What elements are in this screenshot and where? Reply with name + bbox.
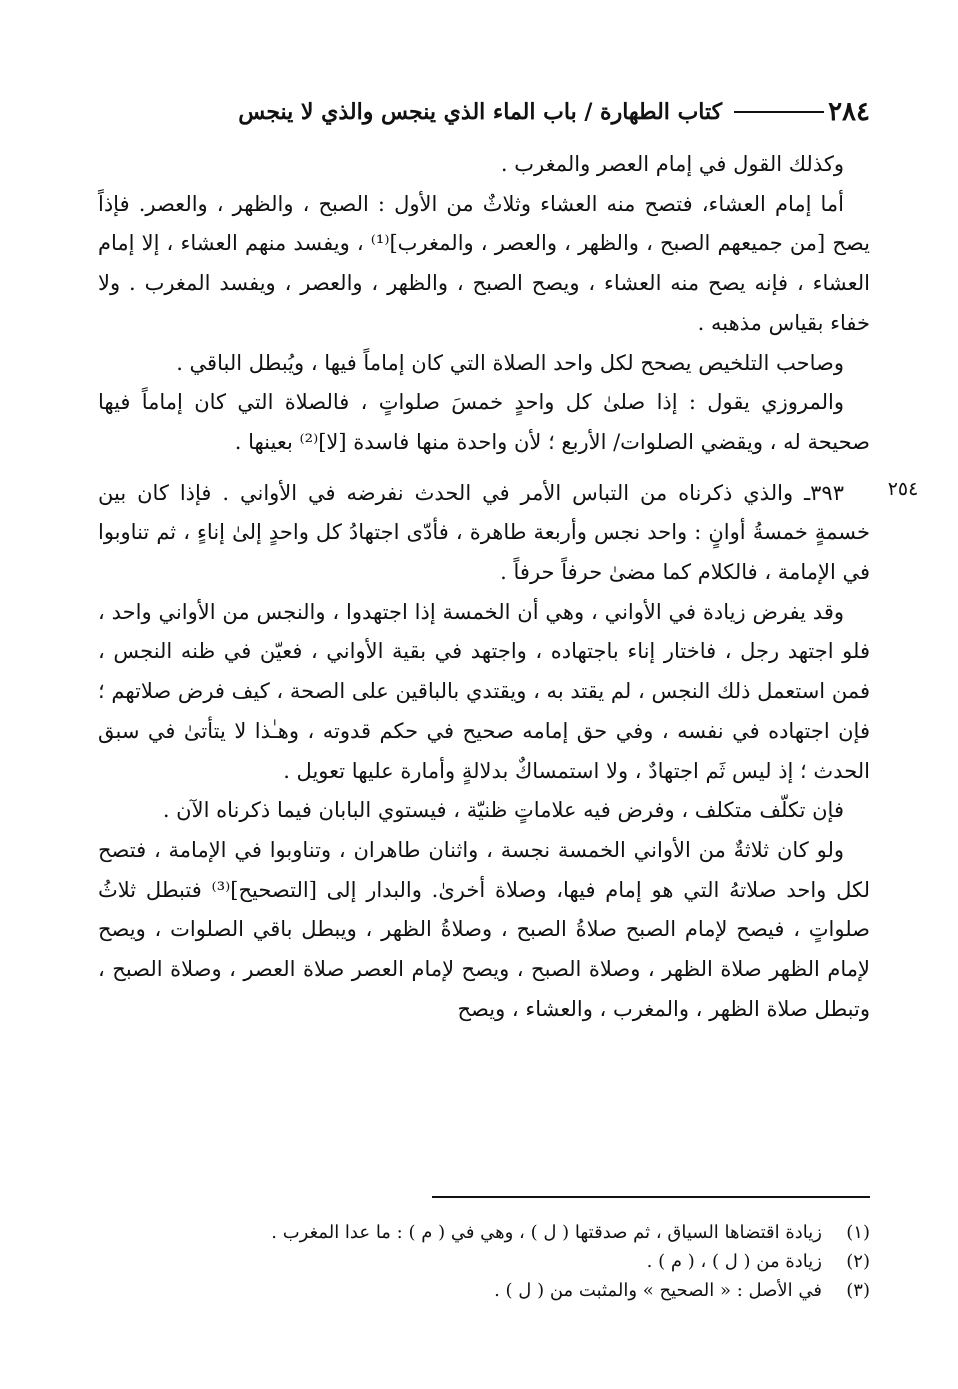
- paragraph: أما إمام العشاء، فتصح منه العشاء وثلاثٌ من الأول : الصبح ، والظهر ، والعصر. فإذاً يصح [من جميعهم الصبح ، والظهر ، والعصر ، والمغرب]⁽¹⁾ ، ويفسد منهم العشاء ، إلا إمام العشاء ، فإنه يصح منه العشاء ، ويصح الصبح ، والظهر ، والعصر ، ويفسد المغرب . ولا خفاء بقياس مذهبه .: [98, 191, 870, 335]
- paragraph: ولو كان ثلاثةٌ من الأواني الخمسة نجسة ، واثنان طاهران ، وتناوبوا في الإمامة ، فتصح لكل واحد صلاتهُ التي هو إمام فيها، وصلاة أخرىٰ. والبدار إلى [التصحيح]⁽³⁾ فتبطل ثلاثُ صلواتٍ ، فيصح لإمام الصبح صلاةُ الصبح ، وصلاةُ الظهر ، ويبطل باقي الصلوات ، ويصح لإمام الظهر صلاة الظهر ، وصلاة الصبح ، ويصح لإمام العصر صلاة العصر ، وصلاة الصبح ، وتبطل صلاة الظهر ، والمغرب ، والعشاء ، ويصح: [98, 837, 870, 1021]
- footnote: [120, 1247, 870, 1276]
- paragraph: فإن تكلّف متكلف ، وفرض فيه علاماتٍ ظنيّة ، فيستوي البابان فيما ذكرناه الآن .: [162, 798, 844, 823]
- header-title: كتاب الطهارة / باب الماء الذي ينجس والذي لا ينجس: [238, 99, 723, 125]
- footnote-text: زيادة اقتضاها السياق ، ثم صدقتها ( ل ) ، وهي في ( م ) : ما عدا المغرب .: [271, 1222, 822, 1243]
- footnote-number: (١): [846, 1222, 870, 1243]
- footnote-divider: [432, 1196, 870, 1198]
- margin-page-reference: ٢٥٤: [887, 478, 919, 500]
- running-header: [98, 94, 870, 130]
- page-number: ٢٨٤: [828, 97, 870, 127]
- main-text: [98, 145, 870, 1029]
- footnote-number: (٢): [846, 1251, 870, 1272]
- paragraph: وكذلك القول في إمام العصر والمغرب .: [500, 152, 844, 176]
- footnotes: [120, 1218, 870, 1305]
- header-rule: [734, 111, 824, 113]
- footnote: [120, 1276, 870, 1305]
- footnote: [120, 1218, 870, 1247]
- paragraph: والمروزي يقول : إذا صلىٰ كل واحدٍ خمسَ صلواتٍ ، فالصلاة التي كان إماماً فيها صحيحة له ، ويقضي الصلوات/ الأربع ؛ لأن واحدة منها فاسدة [لا]⁽²⁾ بعينها .: [98, 390, 870, 454]
- numbered-paragraph: ٣٩٣ـ والذي ذكرناه من التباس الأمر في الحدث نفرضه في الأواني . فإذا كان بين خسمةٍ خمسةُ أوانٍ : واحد نجس وأربعة طاهرة ، فأدّى اجتهادُ كل واحدٍ إلىٰ إناءٍ ، ثم تناوبوا في الإمامة ، فالكلام كما مضىٰ حرفاً حرفاً .: [98, 480, 870, 585]
- paragraph: وقد يفرض زيادة في الأواني ، وهي أن الخمسة إذا اجتهدوا ، والنجس من الأواني واحد ، فلو اجتهد رجل ، فاختار إناء باجتهاده ، واجتهد في بقية الأواني ، فعيّن في ظنه النجس ، فمن استعمل ذلك النجس ، لم يقتد به ، ويقتدي بالباقين على الصحة ، كيف فرض صلاتهم ؛ فإن اجتهاده في نفسه ، وفي حق إمامه صحيح في حكم قدوته ، وهـٰذا لا يتأتىٰ في سبق الحدث ؛ إذ ليس ثَم اجتهادٌ ، ولا استمساكٌ بدلالةٍ وأمارة عليها تعويل .: [98, 599, 870, 783]
- footnote-text: في الأصل : « الصحيح » والمثبت من ( ل ) .: [494, 1280, 822, 1301]
- footnote-number: (٣): [846, 1280, 870, 1301]
- footnote-text: زيادة من ( ل ) ، ( م ) .: [646, 1251, 822, 1272]
- paragraph: وصاحب التلخيص يصحح لكل واحد الصلاة التي كان إماماً فيها ، ويُبطل الباقي .: [176, 350, 844, 375]
